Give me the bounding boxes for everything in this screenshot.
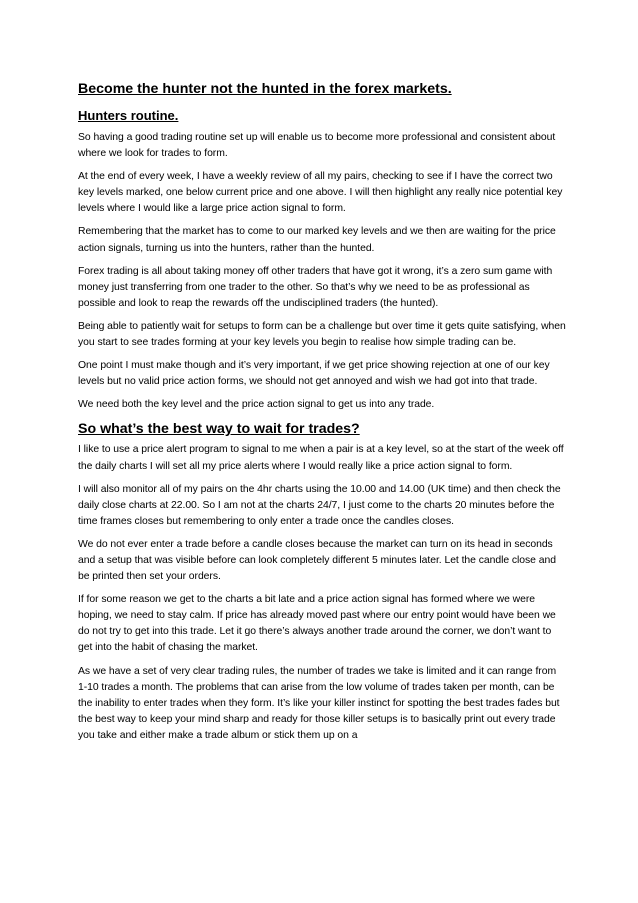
paragraph: At the end of every week, I have a weekly review of all my pairs, checking to see if I have the correct two key levels marked, one below current price and one above. I will then highlight any really nice potential key levels where I would like a large price action signal to form. <box>78 171 563 215</box>
paragraph: Forex trading is all about taking money off other traders that have got it wrong, it’s a zero sum game with money just transferring from one trader to the other. So that’s why we need to be as professional as possible and look to reap the rewards off the undisciplined traders (the hunted). <box>78 265 553 309</box>
paragraph: So having a good trading routine set up will enable us to become more professional and consistent about where we look for trades to form. <box>78 132 556 160</box>
paragraph: As we have a set of very clear trading rules, the number of trades we take is limited and it can range from 1-10 trades a month. The problems that can arise from the low volume of trades taken per month, can be the inability to enter trades when they form. It’s like your killer instinct for spotting the best trades fades but the best way to keep your mind sharp and ready for those killer setups is to basically print out every trade you take and either make a trade album or stick them up on a <box>78 665 560 741</box>
paragraph: Being able to patiently wait for setups to form can be a challenge but over time it gets quite satisfying, when you start to see trades forming at your key levels you begin to realise how simple trading can be. <box>78 320 566 349</box>
document-title: Become the hunter not the hunted in the forex markets. <box>78 81 452 97</box>
section-title-waiting: So what’s the best way to wait for trades? <box>78 421 360 438</box>
paragraph: I will also monitor all of my pairs on the 4hr charts using the 10.00 and 14.00 (UK time) and then check the daily close charts at 22.00. So I am not at the charts 24/7, I just come to the charts 20 minutes before the time frames closes but remembering to only enter a trade once the candles closes. <box>78 483 561 527</box>
paragraph: If for some reason we get to the charts a bit late and a price action signal has formed where we were hoping, we need to stay calm. If price has already moved past where our entry point would have been we do not try to get into this trade. Let it go there’s always another trade around the corner, we don’t want to get into the habit of chasing the market. <box>78 594 556 654</box>
paragraph: Remembering that the market has to come to our marked key levels and we then are waiting for the price action signals, turning us into the hunters, rather than the hunted. <box>78 226 556 254</box>
paragraph: One point I must make though and it’s very important, if we get price showing rejection at one of our key levels but no valid price action forms, we should not get annoyed and wish we had got into that trade. <box>78 360 550 388</box>
subheading-hunters-routine: Hunters routine. <box>78 108 179 123</box>
document-page <box>78 80 568 751</box>
paragraph: We need both the key level and the price action signal to get us into any trade. <box>78 399 435 411</box>
paragraph: I like to use a price alert program to signal to me when a pair is at a key level, so at the start of the week off the daily charts I will set all my price alerts where I would really like a price action signal to form. <box>78 444 564 472</box>
paragraph: We do not ever enter a trade before a candle closes because the market can turn on its head in seconds and a setup that was visible before can look completely different 5 minutes later. Let the candle close and be printed then set your orders. <box>78 538 556 583</box>
